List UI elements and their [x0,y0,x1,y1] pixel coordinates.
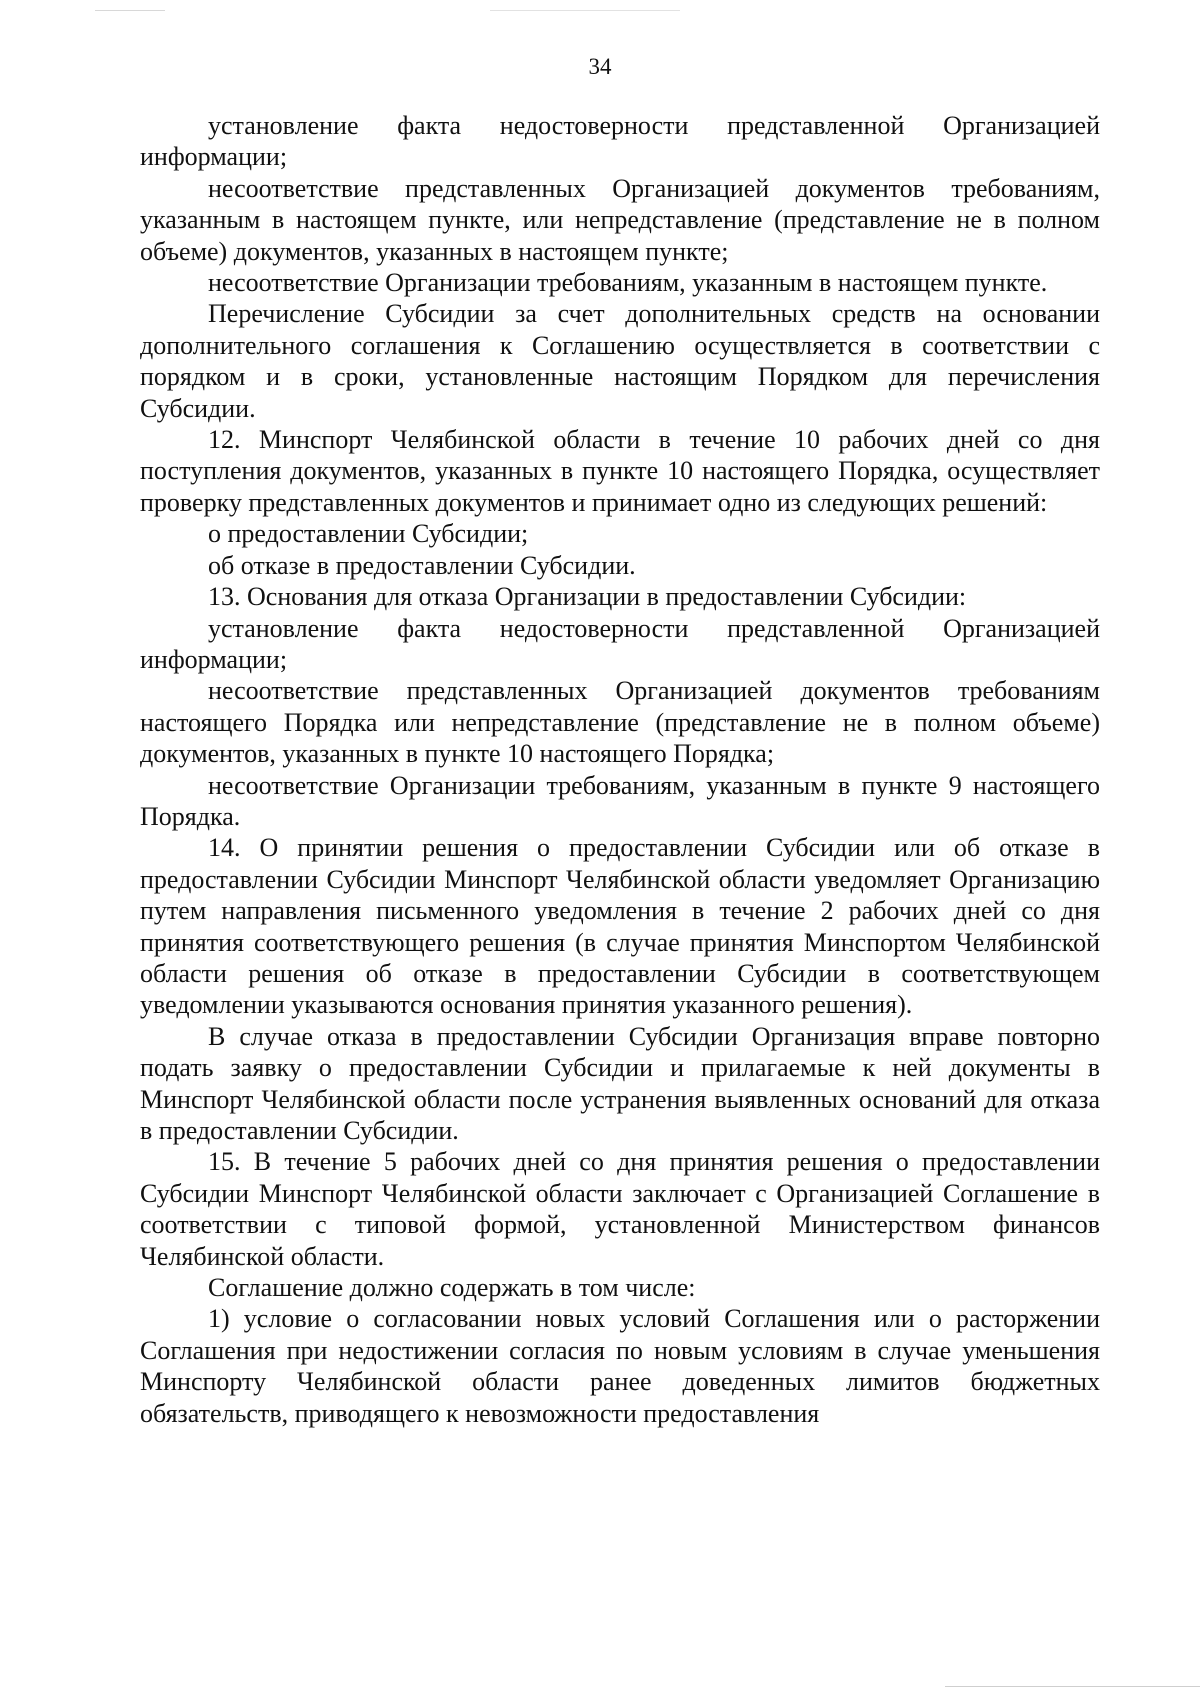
scan-artifact [945,1686,1200,1687]
paragraph: несоответствие представленных Организацией документов требованиям, указанным в настоящем пункте, или непредставление (представление не в полном объеме) документов, указанных в настоящем пункте; [140,173,1100,266]
paragraph: 12. Минспорт Челябинской области в течение 10 рабочих дней со дня поступления документов, указанных в пункте 10 настоящего Порядка, осуществляет проверку представленных документов и принимает одно из следующих решений: [140,425,1100,517]
paragraph: В случае отказа в предоставлении Субсидии Организация вправе повторно подать заявку о предоставлении Субсидии и прилагаемые к ней документы в Минспорт Челябинской области после устранения выявленных оснований для отказа в предоставлении Субсидии. [140,1021,1100,1145]
paragraph: 14. О принятии решения о предоставлении Субсидии или об отказе в предоставлении Субсидии Минспорт Челябинской области уведомляет Организацию путем направления письменного уведомления в течение 2 рабочих дней со дня принятия соответствующего решения (в случае принятия Минспортом Челябинской области решения об отказе в предоставлении Субсидии в соответствующем уведомлении указываются основания принятия указанного решения). [140,833,1100,1020]
paragraph: об отказе в предоставлении Субсидии. [208,550,636,580]
paragraph: о предоставлении Субсидии; [208,519,529,549]
paragraph: 13. Основания для отказа Организации в предоставлении Субсидии: [208,582,967,612]
scan-artifact [490,10,680,11]
scan-artifact [95,10,165,11]
page-number: 34 [588,54,612,79]
document-body [140,110,1100,1429]
paragraph: Соглашение должно содержать в том числе: [208,1273,696,1303]
paragraph: несоответствие представленных Организацией документов требованиям настоящего Порядка или непредставление (представление не в полном объеме) документов, указанных в пункте 10 настоящего Порядка; [140,676,1100,769]
paragraph: 15. В течение 5 рабочих дней со дня принятия решения о предоставлении Субсидии Минспорт Челябинской области заключает с Организацией Соглашение в соответствии с типовой формой, установленной Министерством финансов Челябинской области. [140,1147,1100,1271]
paragraph: несоответствие Организации требованиям, указанным в настоящем пункте. [208,268,1048,298]
paragraph: 1) условие о согласовании новых условий Соглашения или о расторжении Соглашения при недостижении согласия по новым условиям в случае уменьшения Минспорту Челябинской области ранее доведенных лимитов бюджетных обязательств, приводящего к невозможности предоставления [140,1304,1100,1428]
paragraph: установление факта недостоверности представленной Организацией информации; [140,111,1100,172]
paragraph: Перечисление Субсидии за счет дополнительных средств на основании дополнительного соглашения к Соглашению осуществляется в соответствии с порядком и в сроки, установленные настоящим Порядком для перечисления Субсидии. [140,299,1100,423]
paragraph: установление факта недостоверности представленной Организацией информации; [140,613,1100,674]
paragraph: несоответствие Организации требованиям, указанным в пункте 9 настоящего Порядка. [140,770,1100,831]
